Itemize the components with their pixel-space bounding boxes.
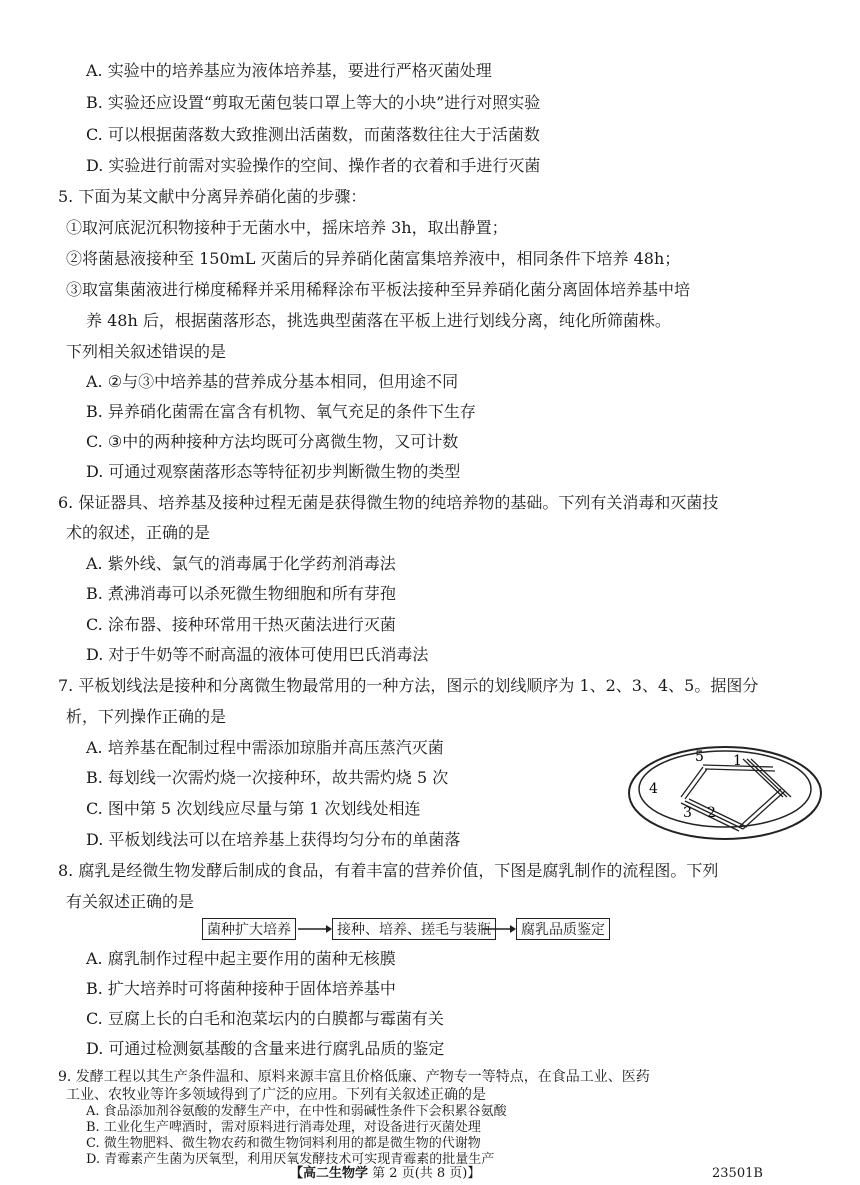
q6-stem-line-2: 术的叙述，正确的是 bbox=[66, 523, 211, 542]
q5-option-b: B. 异养硝化菌需在富含有机物、氧气充足的条件下生存 bbox=[86, 402, 476, 421]
q4-option-b: B. 实验还应设置“剪取无菌包装口罩上等大的小块”进行对照实验 bbox=[86, 93, 541, 112]
flow-step-1: 菌种扩大培养 bbox=[202, 918, 296, 940]
q7-option-b: B. 每划线一次需灼烧一次接种环，故共需灼烧 5 次 bbox=[86, 768, 449, 787]
streak-label-4: 4 bbox=[649, 781, 658, 797]
streak-label-1: 1 bbox=[733, 753, 742, 769]
q8-stem-line-1: 8. 腐乳是经微生物发酵后制成的食品，有着丰富的营养价值，下图是腐乳制作的流程图。下列 bbox=[58, 861, 719, 880]
q9-option-a: A. 食品添加剂谷氨酸的发酵生产中，在中性和弱碱性条件下会积累谷氨酸 bbox=[86, 1104, 507, 1119]
q5-option-a: A. ②与③中培养基的营养成分基本相同，但用途不同 bbox=[86, 372, 459, 391]
q6-option-d: D. 对于牛奶等不耐高温的液体可使用巴氏消毒法 bbox=[86, 645, 429, 664]
q8-option-d: D. 可通过检测氨基酸的含量来进行腐乳品质的鉴定 bbox=[86, 1039, 445, 1058]
q5-step-1: ①取河底泥沉积物接种于无菌水中，摇床培养 3h，取出静置； bbox=[66, 218, 508, 237]
streak-label-5: 5 bbox=[695, 749, 704, 765]
q7-option-a: A. 培养基在配制过程中需添加琼脂并高压蒸汽灭菌 bbox=[86, 738, 444, 757]
q5-prompt: 下列相关叙述错误的是 bbox=[66, 342, 227, 361]
q8-stem-line-2: 有关叙述正确的是 bbox=[66, 892, 195, 911]
q7-stem-line-1: 7. 平板划线法是接种和分离微生物最常用的一种方法，图示的划线顺序为 1、2、3、4、5。据图分 bbox=[58, 676, 759, 695]
q5-step-3: ③取富集菌液进行梯度稀释并采用稀释涂布平板法接种至异养硝化菌分离固体培养基中培 bbox=[66, 280, 691, 299]
q6-option-c: C. 涂布器、接种环常用干热灭菌法进行灭菌 bbox=[86, 615, 396, 634]
flow-arrow-1 bbox=[298, 922, 332, 936]
q9-option-c: C. 微生物肥料、微生物农药和微生物饲料利用的都是微生物的代谢物 bbox=[86, 1136, 481, 1151]
q4-option-d: D. 实验进行前需对实验操作的空间、操作者的衣着和手进行灭菌 bbox=[86, 156, 541, 175]
flow-step-2: 接种、培养、搓毛与装瓶 bbox=[332, 918, 496, 940]
q5-option-d: D. 可通过观察菌落形态等特征初步判断微生物的类型 bbox=[86, 462, 461, 481]
q7-stem-line-2: 析，下列操作正确的是 bbox=[66, 707, 227, 726]
footer-exam-code: 23501B bbox=[712, 1166, 763, 1181]
flow-arrow-2 bbox=[482, 922, 516, 936]
q9-option-b: B. 工业化生产啤酒时，需对原料进行消毒处理，对设备进行灭菌处理 bbox=[86, 1120, 481, 1135]
q6-stem-line-1: 6. 保证器具、培养基及接种过程无菌是获得微生物的纯培养物的基础。下列有关消毒和灭菌技 bbox=[58, 493, 719, 512]
footer-page-number: 第 2 页(共 8 页)】 bbox=[372, 1166, 481, 1181]
footer-subject: 【高二生物学 bbox=[290, 1166, 369, 1181]
q9-option-d: D. 青霉素产生菌为厌氧型，利用厌氧发酵技术可实现青霉素的批量生产 bbox=[86, 1152, 495, 1167]
q7-option-d: D. 平板划线法可以在培养基上获得均匀分布的单菌落 bbox=[86, 830, 461, 849]
q4-option-a: A. 实验中的培养基应为液体培养基，要进行严格灭菌处理 bbox=[86, 61, 492, 80]
q5-step-2: ②将菌悬液接种至 150mL 灭菌后的异养硝化菌富集培养液中，相同条件下培养 48h； bbox=[66, 249, 681, 268]
streak-label-2: 2 bbox=[707, 805, 716, 821]
q9-stem-line-2: 工业、农牧业等许多领域得到了广泛的应用。下列有关叙述正确的是 bbox=[66, 1087, 486, 1103]
q5-stem: 5. 下面为某文献中分离异养硝化菌的步骤： bbox=[58, 187, 367, 206]
flow-step-3: 腐乳品质鉴定 bbox=[516, 918, 610, 940]
q5-option-c: C. ③中的两种接种方法均既可分离微生物，又可计数 bbox=[86, 432, 459, 451]
petri-dish-inner-rim bbox=[639, 751, 811, 827]
q8-option-c: C. 豆腐上长的白毛和泡菜坛内的白膜都与霉菌有关 bbox=[86, 1009, 444, 1028]
q7-option-c: C. 图中第 5 次划线应尽量与第 1 次划线处相连 bbox=[86, 799, 421, 818]
q4-option-c: C. 可以根据菌落数大致推测出活菌数，而菌落数往往大于活菌数 bbox=[86, 125, 540, 144]
streak-plate-figure bbox=[625, 735, 825, 855]
q9-stem-line-1: 9. 发酵工程以其生产条件温和、原料来源丰富且价格低廉、产物专一等特点，在食品工业、医药 bbox=[58, 1069, 650, 1085]
q6-option-b: B. 煮沸消毒可以杀死微生物细胞和所有芽孢 bbox=[86, 584, 396, 603]
q8-option-a: A. 腐乳制作过程中起主要作用的菌种无核膜 bbox=[86, 949, 396, 968]
q5-step-3-cont: 养 48h 后，根据菌落形态，挑选典型菌落在平板上进行划线分离，纯化所筛菌株。 bbox=[86, 311, 671, 330]
page-footer bbox=[290, 1166, 480, 1182]
streak-label-3: 3 bbox=[683, 805, 692, 821]
q6-option-a: A. 紫外线、氯气的消毒属于化学药剂消毒法 bbox=[86, 554, 396, 573]
q8-option-b: B. 扩大培养时可将菌种接种于固体培养基中 bbox=[86, 979, 396, 998]
